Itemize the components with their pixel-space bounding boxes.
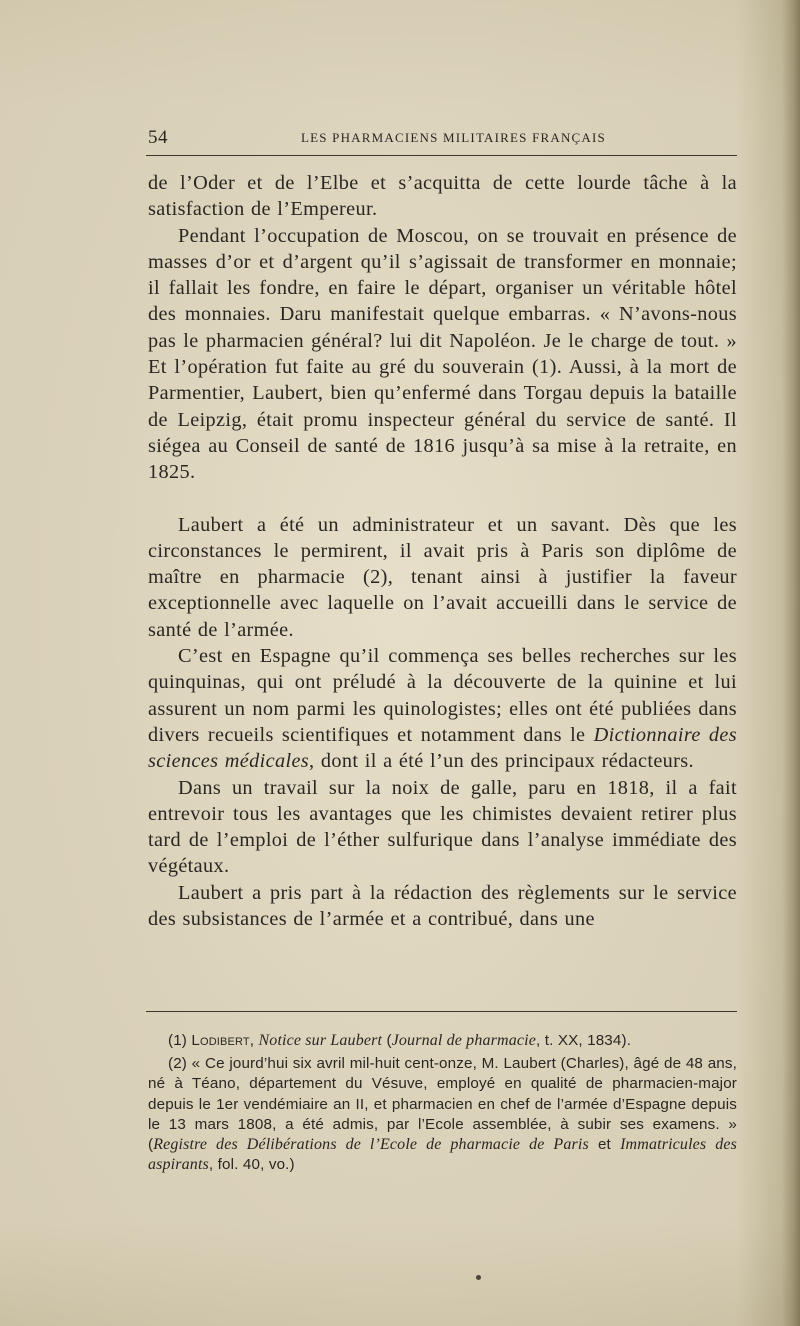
paragraph-4-end: , dont il a été l’un des principaux rédacteurs. bbox=[309, 750, 694, 773]
footnote-1-journal: Journal de pharmacie bbox=[391, 1032, 536, 1049]
paragraph-1: de l’Oder et de l’Elbe et s’acquitta de cette lourde tâche à la satisfaction de l’Empereur. bbox=[148, 172, 737, 221]
footnote-2-text: (2) « Ce jourd’hui six avril mil-huit cent-onze, M. Laubert (Charles), âgé de 48 ans, né à Téano, département du Vésuve, employé en qualité de pharmacien-major depuis le 1er vendémiaire an II, et pharmacien en chef de l’armée d’Espagne depuis le 13 mars 1808, a été admis, par l’Ecole assemblée, à subir ses examens. » ( bbox=[148, 1055, 737, 1154]
page-edge-shadow bbox=[782, 0, 800, 1326]
header-rule bbox=[146, 155, 737, 156]
footnote-2-and: et bbox=[588, 1136, 621, 1154]
footnote-1-author: Lodibert bbox=[191, 1032, 250, 1049]
page-number: 54 bbox=[148, 127, 168, 148]
footnote-2-source-2: Immatricules des aspirants bbox=[148, 1136, 737, 1174]
footnotes bbox=[148, 1031, 737, 1178]
footnote-2-ref: , fol. 40, vo.) bbox=[208, 1156, 295, 1174]
running-head bbox=[148, 127, 735, 151]
footnote-2 bbox=[148, 1054, 737, 1175]
paragraph-5: Dans un travail sur la noix de galle, paru en 1818, il a fait entrevoir tous les avantages que les chimistes devaient retirer plus tard de l’emploi de l’éther sulfurique dans l’analyse immédiate des végétaux. bbox=[148, 776, 737, 878]
footnote-1-title: Notice sur Laubert bbox=[258, 1032, 383, 1049]
dictionary-title: Dictionnaire des sciences médicales bbox=[148, 723, 737, 773]
footnote-1-mark: (1) bbox=[168, 1032, 188, 1049]
footnote-1-ref: , t. XX, 1834). bbox=[535, 1032, 632, 1049]
footnote-2-source-1: Registre des Délibérations de l’Ecole de pharmacie de Paris bbox=[153, 1136, 589, 1154]
paragraph-2: Pendant l’occupation de Moscou, on se trouvait en présence de masses d’or et d’argent qu’il s’agissait de transformer en monnaie; il fallait les fondre, en faire le départ, organiser un véritable hôtel des monnaies. Daru manifestait quelque embarras. « N’avons-nous pas le pharmacien général? lui dit Napoléon. Je le charge de tout. » Et l’opération fut faite au gré du souverain (1). Aussi, à la mort de Parmentier, Laubert, bien qu’enfermé dans Torgau depuis la bataille de Leipzig, était promu inspecteur général du service de santé. Il siégea au Conseil de santé de 1816 jusqu’à sa mise à la retraite, en 1825. bbox=[148, 224, 737, 484]
paragraph-6: Laubert a pris part à la rédaction des règlements sur le service des subsistances de l’armée et a contribué, dans une bbox=[148, 881, 737, 931]
ink-dot bbox=[476, 1275, 481, 1280]
paragraph-4 bbox=[148, 643, 737, 774]
running-title bbox=[301, 130, 606, 146]
running-title-text: LES PHARMACIENS MILITAIRES FRANÇAIS bbox=[301, 130, 606, 145]
footnote-1 bbox=[148, 1031, 737, 1051]
body-text bbox=[148, 170, 737, 932]
paragraph-3: Laubert a été un administrateur et un savant. Dès que les circonstances le permirent, il avait pris à Paris son diplôme de maître en pharmacie (2), tenant ainsi à justifier la faveur exceptionnelle avec laquelle on l’avait accueilli dans le service de santé de l’armée. bbox=[148, 513, 737, 641]
footnote-1-space: ( bbox=[382, 1032, 392, 1049]
paragraph-4-start: C’est en Espagne qu’il commença ses belles recherches sur les quinquinas, qui ont préludé à la découverte de la quinine et lui assurent un nom parmi les quinologistes; elles ont été publiées dans divers recueils scientifiques et notamment dans le bbox=[148, 645, 737, 746]
footnote-rule bbox=[146, 1011, 737, 1012]
footnote-1-sep: , bbox=[249, 1032, 259, 1049]
